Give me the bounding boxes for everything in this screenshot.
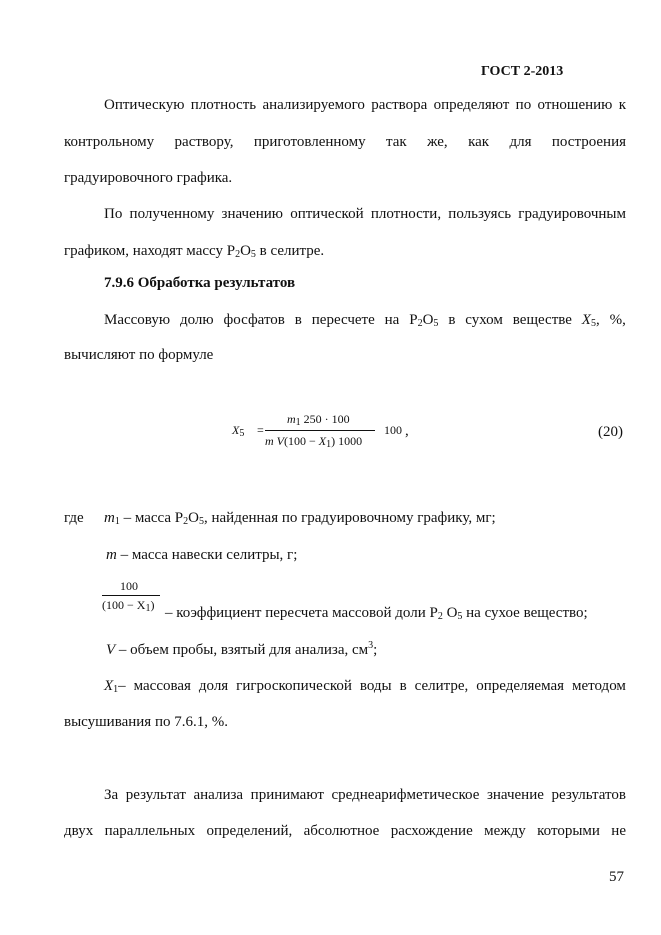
coefficient-fraction-bar	[102, 595, 160, 596]
p3-word-12: %,	[609, 312, 626, 328]
p2-text-post: в селитре.	[255, 243, 325, 259]
formula-number: (20)	[598, 424, 623, 440]
definition-x1-line-1: $X_1-$ массовая доля гигроскопической воды в селитре, определяемая методом	[104, 678, 626, 695]
definition-v: V – объем пробы, взятый для анализа, $см^3$;	[106, 640, 378, 658]
definition-m1: $m_1$ – масса $P_2O_5$, найденная по градуировочному графику, мг;	[104, 510, 496, 527]
p2-sub: 2	[235, 249, 241, 260]
formula-lhs: $X_5$	[232, 423, 245, 439]
formula-comma: ,	[405, 423, 409, 439]
p3-word-9: сухом	[465, 312, 503, 328]
p3-word-2: долю	[179, 312, 214, 328]
definition-coefficient: – коэффициент пересчета массовой доли $P_2$ $O_5$ на сухое вещество;	[165, 605, 588, 622]
paragraph-3-line-1	[104, 311, 626, 329]
formula-denominator: m $V(100 - X_1)$ 1000	[265, 434, 363, 450]
formula-equals: =	[257, 423, 264, 437]
p2-text-pre: графиком, находят массу P	[64, 243, 236, 259]
p3-x5: $X_5$,	[581, 312, 600, 329]
p3-word-4: в	[294, 312, 302, 328]
x1-sym: $X_1-$	[104, 678, 126, 695]
coefficient-numerator: 100	[120, 579, 138, 593]
p2-o: O	[240, 243, 251, 259]
p3-word-8: в	[448, 312, 456, 328]
paragraph-4-line-1: За результат анализа принимают среднеарифметическое значение результатов	[104, 787, 626, 803]
definition-m: m – масса навески селитры, г;	[106, 547, 298, 563]
formula-numerator: $m_1$ 250 · 100	[287, 412, 350, 428]
paragraph-2-line-1: По полученному значению оптической плотности, пользуясь градуировочным	[104, 206, 626, 222]
section-title: 7.9.6 Обработка результатов	[104, 275, 296, 291]
paragraph-1-line-1: Оптическую плотность анализируемого раствора определяют по отношению к	[104, 97, 626, 113]
paragraph-3-line-2: вычисляют по формуле	[64, 347, 214, 363]
p3-word-6: на	[384, 312, 400, 328]
p3-chem: $P_2O_5$	[409, 312, 439, 329]
page-number: 57	[609, 869, 624, 885]
p3-word-1: Массовую	[104, 312, 171, 328]
paragraph-1-line-2: контрольному раствору, приготовленному так же, как для построения	[64, 134, 626, 150]
formula-fraction-bar	[265, 430, 375, 431]
paragraph-4-line-2: двух параллельных определений, абсолютное расхождение между которыми не	[64, 823, 626, 839]
paragraph-2-line-2	[64, 242, 324, 260]
coefficient-denominator: $(100 - X_1)$	[102, 598, 155, 614]
p2-o-sub: 5	[250, 249, 256, 260]
p3-word-10: веществе	[512, 312, 572, 328]
definition-x1-line-2: высушивания по 7.6.1, %.	[64, 714, 228, 730]
document-code: ГОСТ 2-2013	[481, 64, 564, 79]
p3-word-5: пересчете	[311, 312, 375, 328]
p3-word-3: фосфатов	[223, 312, 285, 328]
formula-multiplier: 100	[384, 423, 402, 437]
definition-where: где	[64, 510, 84, 526]
paragraph-1-line-3: градуировочного графика.	[64, 170, 233, 186]
